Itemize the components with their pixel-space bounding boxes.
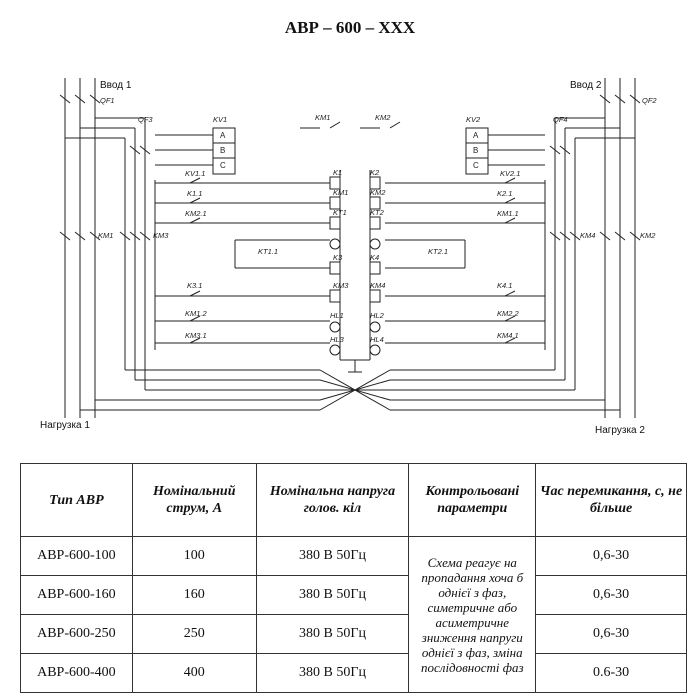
table-row <box>21 654 687 693</box>
km1-coil-label: KM1 <box>333 188 349 197</box>
cell-time: 0,6-30 <box>536 615 687 654</box>
km2-coil-label: KM2 <box>370 188 386 197</box>
table-row <box>21 576 687 615</box>
cell-voltage: 380 В 50Гц <box>256 654 409 693</box>
phase-a-label: A <box>473 131 479 140</box>
km2-main-label: KM2 <box>640 231 656 240</box>
k4-coil-label: K4 <box>370 253 380 262</box>
km2-1-label: KM2.1 <box>185 209 207 218</box>
table-row <box>21 615 687 654</box>
cell-voltage: 380 В 50Гц <box>256 576 409 615</box>
hl3-lamp-label: HL3 <box>330 335 344 344</box>
table-row <box>21 537 687 576</box>
k4-1-label: K4.1 <box>497 281 513 290</box>
phase-b-label: B <box>220 146 226 155</box>
header-time: Час перемикання, с, не більше <box>536 464 687 537</box>
qf2-label: QF2 <box>642 96 657 105</box>
cell-type: АВР-600-100 <box>21 537 133 576</box>
cell-current: 100 <box>132 537 256 576</box>
km4-coil-label: KM4 <box>370 281 386 290</box>
cell-time: 0,6-30 <box>536 576 687 615</box>
kv2-label: KV2 <box>466 115 481 124</box>
load1-label: Нагрузка 1 <box>40 420 90 431</box>
load2-label: Нагрузка 2 <box>595 425 645 436</box>
input2-label: Ввод 2 <box>570 80 602 91</box>
phase-a-label: A <box>220 131 226 140</box>
k2-coil-label: K2 <box>370 168 380 177</box>
kv1-label: KV1 <box>213 115 228 124</box>
cell-voltage: 380 В 50Гц <box>256 615 409 654</box>
k1-coil-label: K1 <box>333 168 343 177</box>
k3-coil-label: K3 <box>333 253 343 262</box>
km1-top-label: KM1 <box>315 113 331 122</box>
km1-main-label: KM1 <box>98 231 114 240</box>
km3-1-label: KM3.1 <box>185 331 207 340</box>
cell-controlled-params: Схема реагує на пропадання хоча б однієї з фаз, симетричне або асиметричне зниження напруги однієї з фаз, зміна послідовності фаз <box>409 537 536 693</box>
km2-2-label: KM2.2 <box>497 309 519 318</box>
cell-current: 250 <box>132 615 256 654</box>
cell-type: АВР-600-160 <box>21 576 133 615</box>
km1-1-label: KM1.1 <box>497 209 519 218</box>
km3-main-label: KM3 <box>153 231 169 240</box>
header-controlled: Контрольовані параметри <box>409 464 536 537</box>
km4-1-label: KM4.1 <box>497 331 519 340</box>
hl1-lamp-label: HL1 <box>330 311 344 320</box>
spec-table <box>20 463 687 693</box>
cell-current: 160 <box>132 576 256 615</box>
cell-type: АВР-600-250 <box>21 615 133 654</box>
qf3-label: QF3 <box>138 115 153 124</box>
kt1-coil-label: KT1 <box>333 208 347 217</box>
page-title: АВР – 600 – ХХХ <box>284 18 416 37</box>
cell-voltage: 380 В 50Гц <box>256 537 409 576</box>
hl4-lamp-label: HL4 <box>370 335 384 344</box>
kt1-1-label: KT1.1 <box>258 247 279 256</box>
qf1-label: QF1 <box>100 96 115 105</box>
header-voltage: Номінальна напруга голов. кіл <box>256 464 409 537</box>
phase-c-label: C <box>220 161 226 170</box>
kv1-1-label: KV1.1 <box>185 169 206 178</box>
phase-c-label: C <box>473 161 479 170</box>
hl2-lamp-label: HL2 <box>370 311 384 320</box>
km1-2-label: KM1.2 <box>185 309 207 318</box>
table-header-row <box>21 464 687 537</box>
qf4-label: QF4 <box>553 115 568 124</box>
kt2-coil-label: KT2 <box>370 208 384 217</box>
input1-label: Ввод 1 <box>100 80 132 91</box>
k2-1-label: K2.1 <box>497 189 513 198</box>
cell-current: 400 <box>132 654 256 693</box>
cell-time: 0.6-30 <box>536 654 687 693</box>
km4-main-label: KM4 <box>580 231 596 240</box>
header-current: Номінальний струм, А <box>132 464 256 537</box>
cell-time: 0,6-30 <box>536 537 687 576</box>
kt2-1-label: KT2.1 <box>428 247 449 256</box>
k3-1-label: K3.1 <box>187 281 203 290</box>
header-type: Тип АВР <box>21 464 133 537</box>
cell-type: АВР-600-400 <box>21 654 133 693</box>
kv2-1-label: KV2.1 <box>500 169 521 178</box>
km2-top-label: KM2 <box>375 113 391 122</box>
phase-b-label: B <box>473 146 479 155</box>
k1-1-label: K1.1 <box>187 189 203 198</box>
km3-coil-label: KM3 <box>333 281 349 290</box>
